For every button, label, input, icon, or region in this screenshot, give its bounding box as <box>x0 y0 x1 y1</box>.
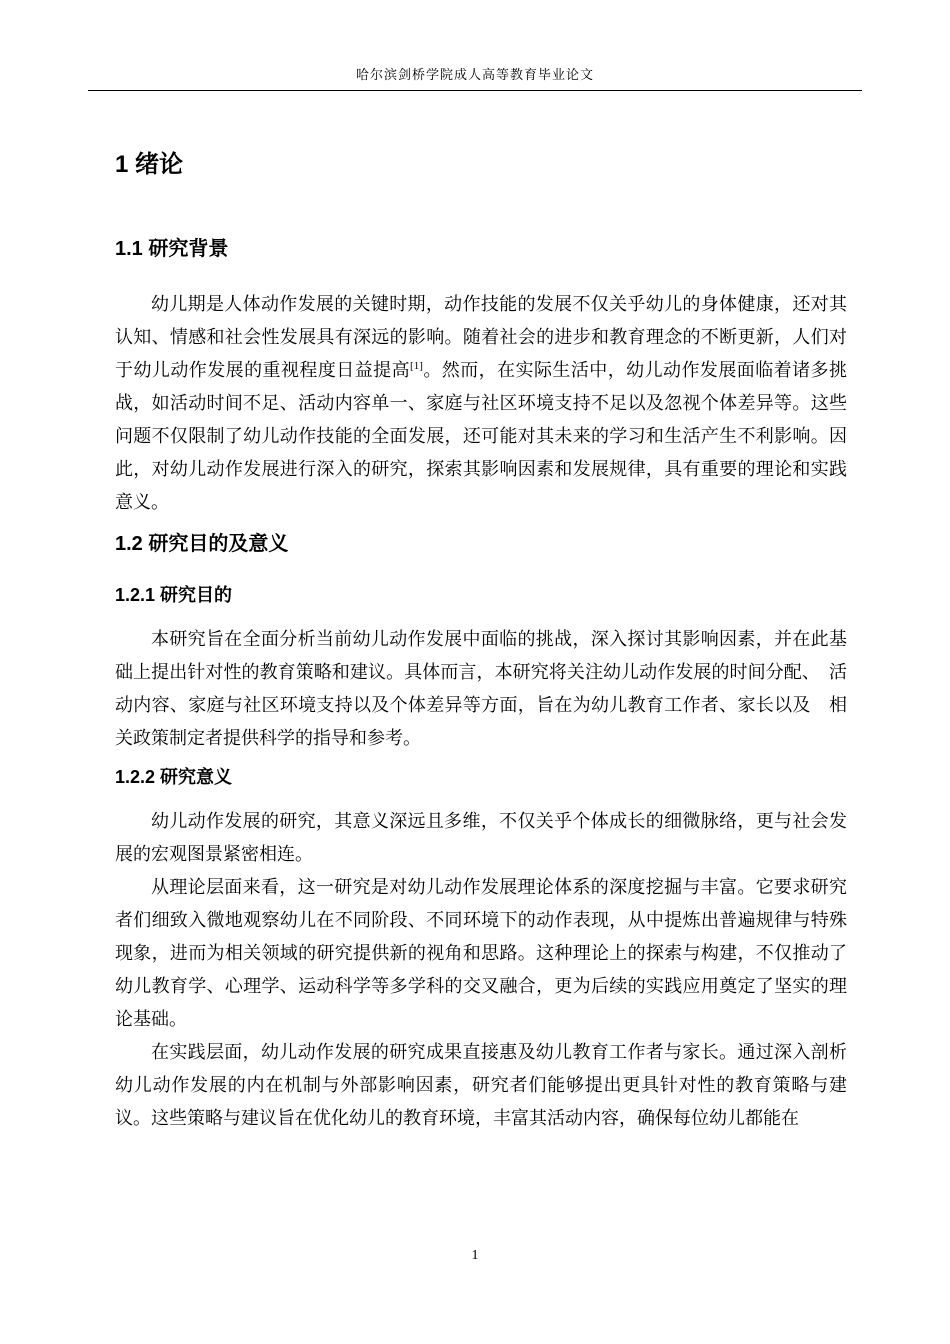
citation-reference: [1] <box>410 360 423 372</box>
page-footer <box>0 1248 950 1264</box>
section-1-2-2-title: 1.2.2 研究意义 <box>115 767 233 787</box>
section-1-2-2-paragraph-2: 从理论层面来看，这一研究是对幼儿动作发展理论体系的深度挖掘与丰富。它要求研究者们细致入微地观察幼儿在不同阶段、不同环境下的动作表现，从中提炼出普遍规律与特殊现象，进而为相关领域的研究提供新的视角和思路。这种理论上的探索与构建，不仅推动了幼儿教育学、心理学、运动科学等多学科的交叉融合，更为后续的实践应用奠定了坚实的理论基础。 <box>115 877 847 1029</box>
document-content <box>115 150 847 1135</box>
section-1-1-title: 1.1 研究背景 <box>115 238 229 260</box>
section-1-2-title: 1.2 研究目的及意义 <box>115 533 289 555</box>
page-number: 1 <box>471 1248 479 1263</box>
paragraph-text: 。然而，在实际生活中，幼儿动作发展面临着诸多挑战，如活动时间不足、活动内容单一、家庭与社区环境支持不足以及忽视个体差异等。这些问题不仅限制了幼儿动作技能的全面发展，还可能对其未来的学习和生活产生不利影响。因此，对幼儿动作发展进行深入的研究，探索其影响因素和发展规律，具有重要的理论和实践意义。 <box>115 360 847 512</box>
paragraph-text: 幼儿期是人体动作发展的关键时期，动作技能的发展不仅关乎幼儿的身体健康，还对其认知、情感和社会性发展具有深远的影响。随着社会的进步和教育理念的不断更新，人们对于幼儿动作发展的重视程度日益提高 <box>115 294 847 380</box>
section-1-2-1-paragraph: 本研究旨在全面分析当前幼儿动作发展中面临的挑战，深入探讨其影响因素，并在此基础上提出针对性的教育策略和建议。具体而言，本研究将关注幼儿动作发展的时间分配、 活动内容、家庭与社区环境支持以及个体差异等方面，旨在为幼儿教育工作者、家长以及 相关政策制定者提供科学的指导和参考。 <box>115 629 847 748</box>
page-header <box>88 64 862 91</box>
header-title: 哈尔滨剑桥学院成人高等教育毕业论文 <box>355 67 594 82</box>
section-1-1-paragraph <box>115 288 847 519</box>
section-1-2-2-paragraph-1: 幼儿动作发展的研究，其意义深远且多维，不仅关乎个体成长的细微脉络，更与社会发展的宏观图景紧密相连。 <box>115 811 847 864</box>
section-1-2-1-title: 1.2.1 研究目的 <box>115 585 233 605</box>
chapter-title: 1 绪论 <box>115 151 184 178</box>
section-1-2-2-paragraph-3: 在实践层面，幼儿动作发展的研究成果直接惠及幼儿教育工作者与家长。通过深入剖析幼儿动作发展的内在机制与外部影响因素，研究者们能够提出更具针对性的教育策略与建议。这些策略与建议旨在优化幼儿的教育环境，丰富其活动内容，确保每位幼儿都能在 <box>115 1042 847 1128</box>
